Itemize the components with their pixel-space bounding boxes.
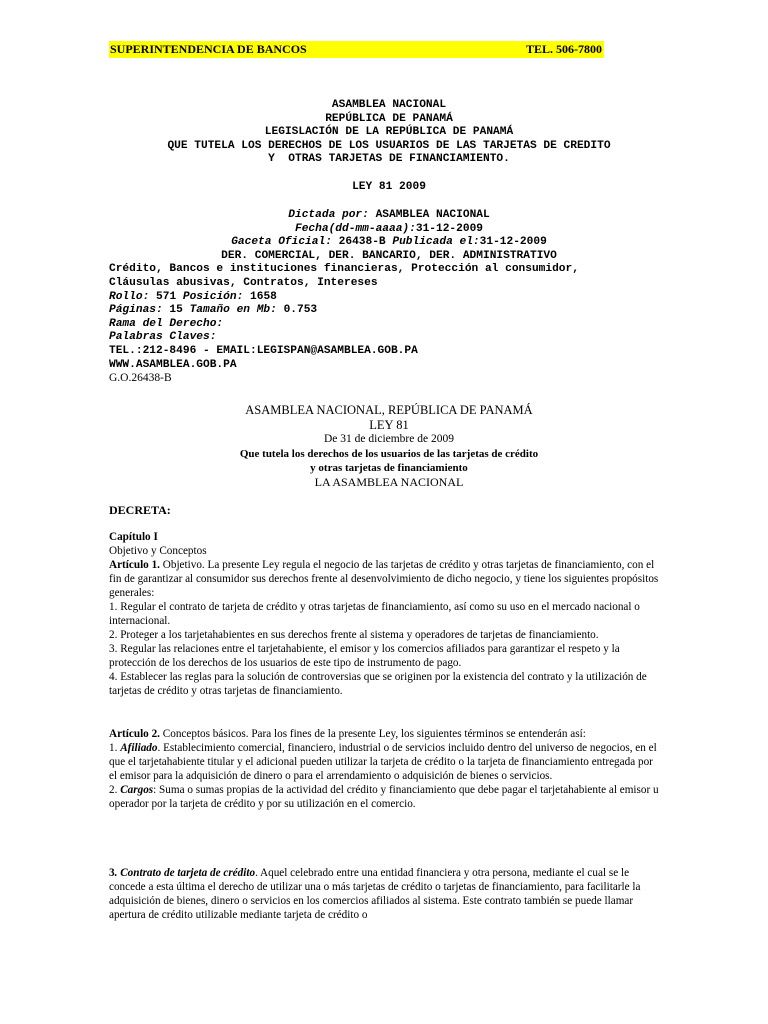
law-header: [109, 403, 669, 489]
rollo-value: 571: [149, 290, 183, 303]
dictada-value: ASAMBLEA NACIONAL: [368, 209, 490, 221]
fecha-line: [109, 223, 669, 237]
gazette-number: G.O.26438-B: [109, 372, 172, 385]
definition-number: 1.: [109, 742, 121, 754]
posicion-value: 1658: [243, 290, 277, 303]
publicada-value: 31-12-2009: [479, 236, 547, 249]
publicada-label: Publicada el:: [392, 236, 480, 249]
definition-contrato: [109, 866, 659, 922]
law-header-subject2: y otras tarjetas de financiamiento: [310, 462, 468, 474]
paginas-label: Páginas:: [109, 304, 163, 317]
header-highlight-bar: [109, 41, 604, 58]
title-line: LEGISLACIÓN DE LA REPÚBLICA DE PANAMÁ: [264, 126, 514, 139]
title-block: [109, 99, 669, 167]
chapter-1: [109, 530, 659, 698]
contact-line: TEL.:212-8496 - EMAIL:LEGISPAN@ASAMBLEA.GOB.PA: [109, 344, 418, 357]
posicion-label: Posición:: [182, 290, 244, 303]
article-1-text: Objetivo. La presente Ley regula el negocio de las tarjetas de crédito y otras tarjetas de financiamiento, con el fin de garantizar al consumidor sus derechos frente al desenvolvimiento de dicho negocio, y tiene los siguientes propósitos generales:: [109, 559, 659, 599]
definition-term: Afiliado: [120, 742, 158, 754]
law-header-line1: ASAMBLEA NACIONAL, REPÚBLICA DE PANAMÁ: [245, 403, 533, 417]
fecha-value: 31-12-2009: [415, 222, 483, 235]
definition-text: . Aquel celebrado entre una entidad financiera y otra persona, mediante el cual se le concede a esta última el derecho de utilizar una o más tarjetas de crédito o tarjetas de financiamiento, para facilitarle la adquisición de bienes, dinero o servicios en los comercios afiliados al sistema. Este contrato también se puede llamar apertura de crédito utilizable mediante tarjeta de crédito o: [109, 867, 641, 921]
article-1-item: 3. Regular las relaciones entre el tarjetahabiente, el emisor y los comercios afiliados para garantizar el respeto y la protección de los derechos de los usuarios de este tipo de instrumento de pago.: [109, 643, 620, 669]
definition-term: . Contrato de tarjeta de crédito: [114, 867, 256, 879]
decreta-heading: DECRETA:: [109, 503, 171, 517]
dictada-line: [109, 209, 669, 223]
definition-contrato-paragraph: [109, 866, 659, 922]
article-1-item: 2. Proteger a los tarjetahabientes en sus derechos frente al sistema y operadores de tarjetas de financiamiento.: [109, 629, 599, 641]
definition-text: . Establecimiento comercial, financiero, industrial o de servicios incluido dentro del universo de negocios, en el que el tarjetahabiente titular y el adicional pueden utilizar la tarjeta de crédito o la tarjeta de financiamiento entregada por el emisor para la adquisición de dinero o para el arrendamiento o adquisición de bienes o servicios.: [109, 742, 657, 782]
chapter-subtitle: Objetivo y Conceptos: [109, 545, 207, 557]
keywords-line: Crédito, Bancos e instituciones financieras, Protección al consumidor,: [109, 263, 579, 276]
definition-term: Cargos: [120, 784, 154, 796]
dictada-label: Dictada por:: [288, 209, 369, 221]
metadata-block: [109, 209, 669, 386]
rama-label: Rama del Derecho:: [109, 317, 224, 330]
rollo-line: [109, 291, 669, 305]
article-2-label: Artículo 2.: [109, 728, 160, 740]
title-line: QUE TUTELA LOS DERECHOS DE LOS USUARIOS DE LAS TARJETAS DE CREDITO: [167, 139, 611, 152]
tamano-label: Tamaño en Mb:: [189, 304, 277, 317]
article-1-item: 4. Establecer las reglas para la solución de controversias que se originen por la existencia del contrato y la utilización de tarjetas de crédito y otras tarjetas de financiamiento.: [109, 671, 647, 697]
article-2: [109, 727, 659, 811]
tamano-value: 0.753: [276, 304, 318, 317]
article-1-label: Artículo 1.: [109, 559, 160, 571]
website-line: WWW.ASAMBLEA.GOB.PA: [109, 358, 237, 371]
der-line: DER. COMERCIAL, DER. BANCARIO, DER. ADMINISTRATIVO: [221, 249, 557, 262]
article-1: [109, 558, 659, 600]
law-header-line2: LEY 81: [369, 418, 409, 432]
palabras-label: Palabras Claves:: [109, 331, 217, 344]
article-1-item: 1. Regular el contrato de tarjeta de crédito y otras tarjetas de financiamiento, así como su uso en el mercado nacional o internacional.: [109, 601, 640, 627]
title-line: REPÚBLICA DE PANAMÁ: [325, 112, 453, 125]
gaceta-label: Gaceta Oficial:: [231, 236, 332, 249]
gaceta-value: 26438-B: [331, 236, 393, 249]
law-header-date: De 31 de diciembre de 2009: [324, 433, 454, 445]
law-header-subject1: Que tutela los derechos de los usuarios de las tarjetas de crédito: [239, 448, 539, 460]
definition-cargos: [109, 783, 659, 811]
definition-number: 3: [109, 867, 115, 879]
law-header-assembly: LA ASAMBLEA NACIONAL: [314, 475, 464, 489]
definition-number: 2.: [109, 784, 121, 796]
article-2-intro: [109, 727, 659, 741]
title-line: ASAMBLEA NACIONAL: [331, 99, 447, 111]
fecha-label: Fecha(dd-mm-aaaa):: [295, 222, 416, 235]
header-phone: TEL. 506-7800: [525, 42, 602, 56]
paginas-line: [109, 304, 669, 318]
definition-text: : Suma o sumas propias de la actividad del crédito y financiamiento que debe pagar el tarjetahabiente al emisor u operador por la tarjeta de crédito y por su utilización en el comercio.: [109, 784, 659, 810]
definition-afiliado: [109, 741, 659, 783]
paginas-value: 15: [162, 304, 190, 317]
gaceta-line: [109, 236, 669, 250]
title-line: Y OTRAS TARJETAS DE FINANCIAMIENTO.: [268, 153, 510, 166]
chapter-title: Capítulo I: [109, 531, 158, 543]
keywords-line: Cláusulas abusivas, Contratos, Intereses: [109, 276, 378, 289]
header-institution: SUPERINTENDENCIA DE BANCOS: [110, 42, 307, 56]
rollo-label: Rollo:: [109, 290, 150, 303]
ley-title: LEY 81 2009: [352, 181, 426, 193]
article-2-text: Conceptos básicos. Para los fines de la presente Ley, los siguientes términos se entenderán así:: [159, 728, 586, 740]
